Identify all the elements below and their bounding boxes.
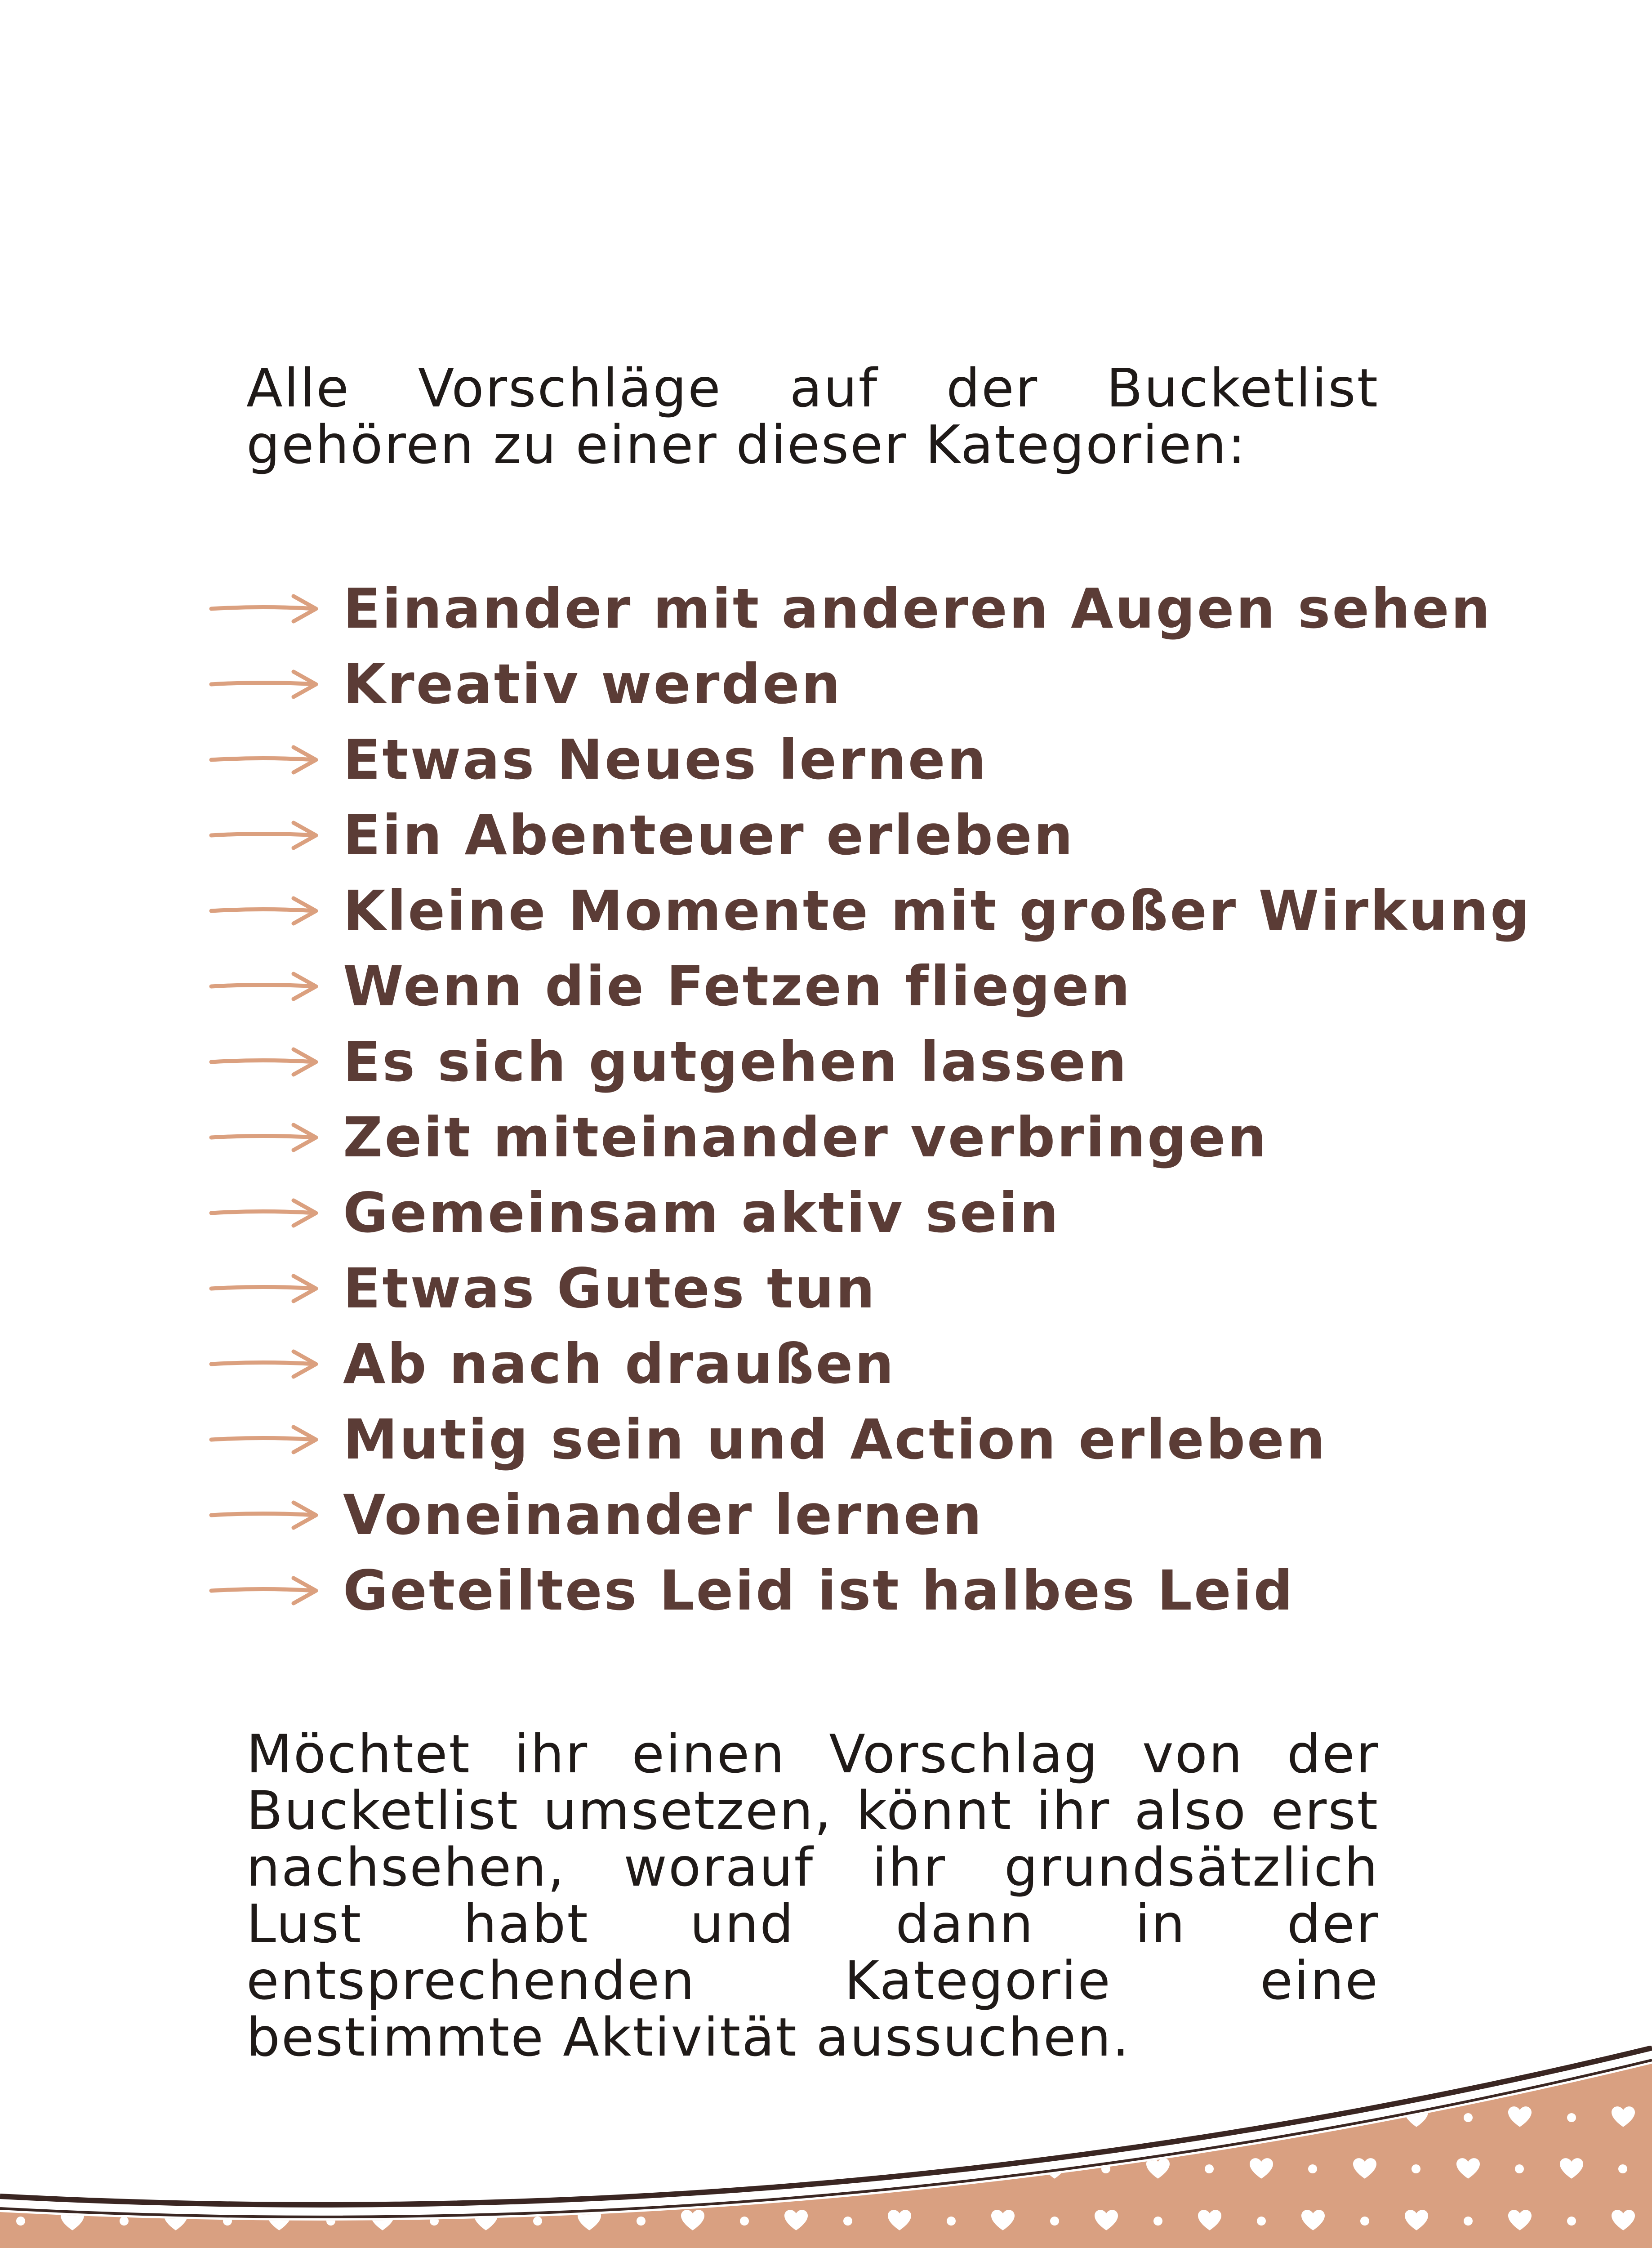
list-item xyxy=(209,1477,1423,1553)
list-item xyxy=(209,571,1492,647)
category-label: Voneinander lernen xyxy=(343,1483,984,1547)
list-item xyxy=(209,873,1532,949)
list-item xyxy=(209,1402,1423,1477)
list-item xyxy=(209,798,1423,873)
arrow-right-icon xyxy=(209,1553,321,1628)
category-label: Ein Abenteuer erleben xyxy=(343,803,1075,867)
category-label: Etwas Gutes tun xyxy=(343,1257,877,1320)
category-label: Etwas Neues lernen xyxy=(343,728,988,792)
list-item xyxy=(209,1251,1423,1326)
arrow-right-icon xyxy=(209,647,321,722)
category-label: Ab nach draußen xyxy=(343,1332,896,1396)
category-label: Kreativ werden xyxy=(343,652,842,716)
list-item xyxy=(209,1024,1423,1100)
arrow-right-icon xyxy=(209,722,321,798)
list-item xyxy=(209,722,1423,798)
arrow-right-icon xyxy=(209,873,321,949)
list-item xyxy=(209,949,1423,1024)
list-item xyxy=(209,1553,1423,1628)
category-label: Kleine Momente mit großer Wirkung xyxy=(343,879,1532,943)
category-list xyxy=(209,571,1532,1628)
category-label: Es sich gutgehen lassen xyxy=(343,1030,1128,1094)
footer-wave-decoration xyxy=(0,2046,1652,2248)
intro-paragraph: Alle Vorschläge auf der Bucketlist gehören zu einer dieser Kategorien: xyxy=(246,357,1379,476)
list-item xyxy=(209,1175,1423,1251)
arrow-right-icon xyxy=(209,1402,321,1477)
list-item xyxy=(209,647,1423,722)
category-label: Mutig sein und Action erleben xyxy=(343,1408,1327,1472)
arrow-right-icon xyxy=(209,1024,321,1100)
arrow-right-icon xyxy=(209,798,321,873)
outro-paragraph: Möchtet ihr einen Vorschlag von der Bucketlist umsetzen, könnt ihr also erst nachsehen, worauf ihr grundsätzlich Lust habt und dann in der entsprechenden Kategorie eine bestimmte Aktivität aussuchen. xyxy=(246,1723,1379,2068)
category-label: Gemeinsam aktiv sein xyxy=(343,1181,1060,1245)
category-label: Einander mit anderen Augen sehen xyxy=(343,577,1492,641)
arrow-right-icon xyxy=(209,1100,321,1175)
category-label: Zeit miteinander verbringen xyxy=(343,1106,1268,1169)
arrow-right-icon xyxy=(209,571,321,647)
category-label: Wenn die Fetzen fliegen xyxy=(343,955,1132,1018)
arrow-right-icon xyxy=(209,1175,321,1251)
category-label: Geteiltes Leid ist halbes Leid xyxy=(343,1559,1295,1623)
arrow-right-icon xyxy=(209,1477,321,1553)
arrow-right-icon xyxy=(209,949,321,1024)
arrow-right-icon xyxy=(209,1251,321,1326)
arrow-right-icon xyxy=(209,1326,321,1402)
list-item xyxy=(209,1100,1423,1175)
list-item xyxy=(209,1326,1423,1402)
